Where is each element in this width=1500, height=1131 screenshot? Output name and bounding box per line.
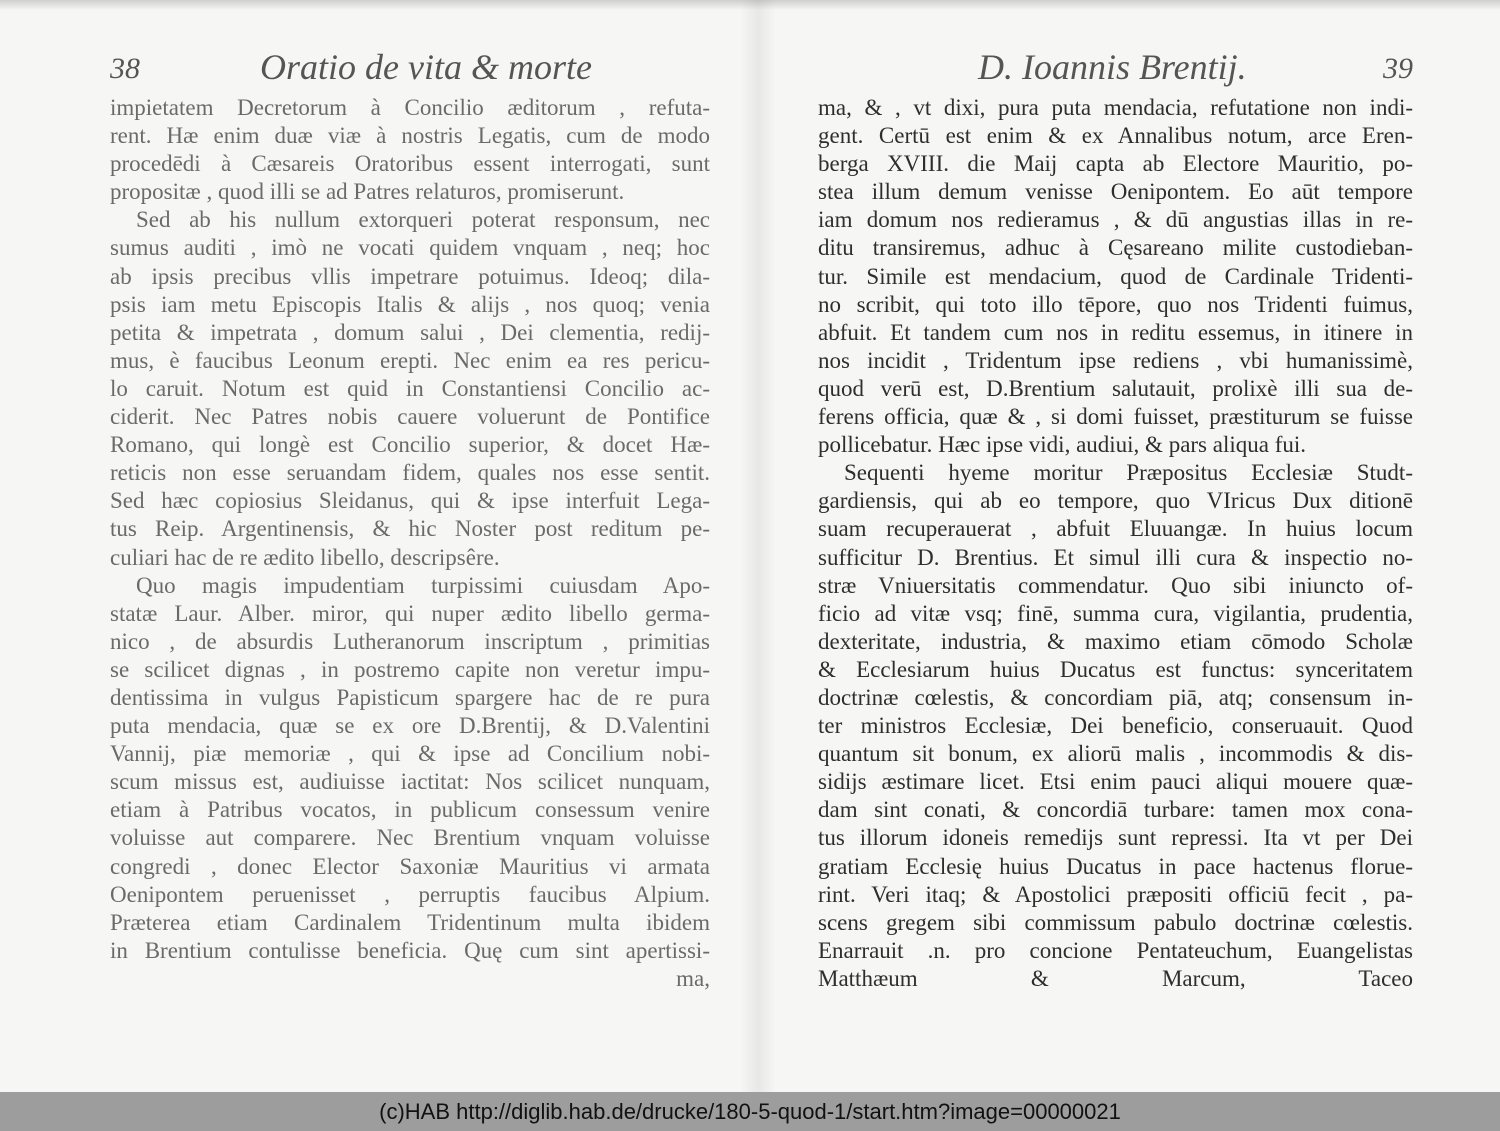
text-line: culiari hac de re ædito libello, descripsêre. — [110, 544, 500, 570]
text-line: dentissima in vulgus Papisticum spargere hac de re pura — [110, 684, 710, 710]
left-running-head: Oratio de vita & morte — [260, 47, 592, 87]
text-line: Sequenti hyeme moritur Præpositus Ecclesiæ Studt- — [844, 460, 1413, 486]
text-line: etiam à Patribus vocatos, in publicum consessum venire — [110, 797, 710, 823]
text-line: gardiensis, qui ab eo tempore, quo VIricus Dux ditionē — [818, 488, 1413, 514]
text-line: stea illum demum venisse Oenipontem. Eo aūt tempore — [818, 179, 1413, 205]
text-line: in Brentium contulisse beneficia. Quę cum sint apertissi- — [110, 937, 710, 963]
text-line: rint. Veri itaq; & Apostolici præpositi officiū fecit , pa- — [818, 881, 1413, 907]
text-line: psis iam metu Episcopis Italis & alijs , nos quoq; venia — [110, 291, 710, 317]
text-line: Romano, qui longè est Concilio superior, & docet Hæ- — [110, 432, 710, 458]
text-line: reticis non esse seruandam fidem, quales nos esse sentit. — [110, 460, 710, 486]
text-line: propositæ , quod illi se ad Patres relaturos, promiserunt. — [110, 179, 625, 205]
text-line: Quo magis impudentiam turpissimi cuiusdam Apo- — [136, 572, 710, 598]
text-line: Sed ab his nullum extorqueri poterat responsum, nec — [136, 207, 710, 233]
text-line: se scilicet dignas , in postremo capite non veretur impu- — [110, 656, 710, 682]
text-line: sufficitur D. Brentius. Et simul illi cura & inspectio no- — [818, 544, 1413, 570]
text-line: nico , de absurdis Lutheranorum inscriptum , primitias — [110, 628, 710, 654]
text-line: procedēdi à Cæsareis Oratoribus essent interrogati, sunt — [110, 151, 710, 177]
text-line: nos incidit , Tridentum ipse rediens , vbi humanissimè, — [818, 347, 1413, 373]
text-line: no scribit, qui toto illo tēpore, quo nos Tridenti fuimus, — [818, 291, 1413, 317]
text-line: Præterea etiam Cardinalem Tridentinum multa ibidem — [110, 909, 710, 935]
text-line: ter ministros Ecclesiæ, Dei beneficio, conseruauit. Quod — [818, 713, 1413, 739]
text-line: puta mendacia, quæ se ex ore D.Brentij, & D.Valentini — [110, 713, 710, 739]
text-line: doctrinæ cœlestis, & concordiam piā, atq; consensum in- — [818, 684, 1413, 710]
text-line: rent. Hæ enim duæ viæ à nostris Legatis, cum de modo — [110, 123, 710, 149]
text-line: mus, è faucibus Leonum erepti. Nec enim ea res pericu- — [110, 347, 710, 373]
left-page-number: 38 — [110, 52, 140, 85]
right-running-head: D. Ioannis Brentij. — [978, 47, 1247, 87]
text-line: stræ Vniuersitatis commendatur. Quo sibi iniuncto of- — [818, 572, 1413, 598]
text-line: ma, — [676, 965, 710, 991]
text-line: ma, & , vt dixi, pura puta mendacia, refutatione non indi- — [818, 95, 1413, 120]
text-line: congredi , donec Elector Saxoniæ Mauritius vi armata — [110, 853, 710, 879]
footer-bar — [0, 1092, 1500, 1131]
text-line: scum missus est, audiuisse iactitat: Nos scilicet nunquam, — [110, 769, 710, 795]
text-line: statæ Laur. Alber. miror, qui nuper ædito libello germa- — [110, 600, 710, 626]
text-line: Vannij, piæ memoriæ , qui & ipse ad Concilium nobi- — [110, 741, 710, 767]
text-line: sumus auditi , imò ne vocati quidem vnquam , neq; hoc — [110, 235, 710, 261]
text-line: quantum sit bonum, ex aliorū malis , incommodis & dis- — [818, 741, 1413, 767]
text-line: Sed hæc copiosius Sleidanus, qui & ipse interfuit Lega- — [110, 488, 710, 514]
text-line: suam recuperauerat , abfuit Eluuangæ. In huius locum — [818, 516, 1413, 542]
left-page-body — [110, 94, 710, 993]
footer-attribution: (c)HAB http://diglib.hab.de/drucke/180-5-quod-1/start.htm?image=00000021 — [379, 1098, 1121, 1124]
right-page-body — [818, 94, 1413, 993]
text-line: iam domum nos redieramus , & dū angustias illas in re- — [818, 207, 1413, 233]
text-line: voluisse aut comparere. Nec Brentium vnquam voluisse — [110, 825, 710, 851]
text-line: ferens officia, quæ & , si domi fuisset, præstiturum se fuisse — [818, 404, 1413, 430]
text-line: gent. Certū est enim & ex Annalibus notum, arce Eren- — [818, 123, 1413, 149]
text-line: Matthæum & Marcum, Taceo — [818, 965, 1413, 991]
text-line: Enarrauit .n. pro concione Pentateuchum, Euangelistas — [818, 937, 1413, 963]
text-line: berga XVIII. die Maij capta ab Electore Mauritio, po- — [818, 151, 1413, 177]
text-line: ab ipsis precibus vllis impetrare potuimus. Ideoq; dila- — [110, 263, 710, 289]
text-line: tus Reip. Argentinensis, & hic Noster post reditum pe- — [110, 516, 710, 542]
book-gutter — [740, 0, 776, 1092]
text-line: sidijs æstimare licet. Etsi enim pauci aliqui mouere quæ- — [818, 769, 1413, 795]
text-line: gratiam Ecclesię huius Ducatus in pace hactenus florue- — [818, 853, 1413, 879]
text-line: tur. Simile est mendacium, quod de Cardinale Tridenti- — [818, 263, 1413, 289]
text-line: scens gregem sibi commissum pabulo doctrinæ cœlestis. — [818, 909, 1413, 935]
text-line: petita & impetrata , domum salui , Dei clementia, redij- — [110, 319, 710, 345]
text-line: ciderit. Nec Patres nobis cauere voluerunt de Pontifice — [110, 404, 710, 430]
text-line: Oenipontem peruenisset , perruptis faucibus Alpium. — [110, 881, 710, 907]
text-line: dexteritate, industria, & maximo etiam cōmodo Scholæ — [818, 628, 1413, 654]
right-page-number: 39 — [1383, 52, 1413, 85]
text-line: abfuit. Et tandem cum nos in reditu essemus, in itinere in — [818, 319, 1413, 345]
text-line: tus illorum idoneis remedijs sunt repressi. Ita vt per Dei — [818, 825, 1413, 851]
text-line: impietatem Decretorum à Concilio æditorum , refuta- — [110, 95, 710, 120]
text-line: ditu transiremus, adhuc à Cęsareano milite custodieban- — [818, 235, 1413, 261]
text-line: quod verū est, D.Brentium salutauit, prolixè illi sua de- — [818, 375, 1413, 401]
text-line: lo caruit. Notum est quid in Constantiensi Concilio ac- — [110, 375, 710, 401]
text-line: & Ecclesiarum huius Ducatus est functus: synceritatem — [818, 656, 1413, 682]
text-line: ficio ad vitæ vsq; finē, summa cura, vigilantia, prudentia, — [818, 600, 1413, 626]
text-line: dam sint conati, & concordiā turbare: tamen mox cona- — [818, 797, 1413, 823]
text-line: pollicebatur. Hæc ipse vidi, audiui, & pars aliqua fui. — [818, 432, 1307, 458]
